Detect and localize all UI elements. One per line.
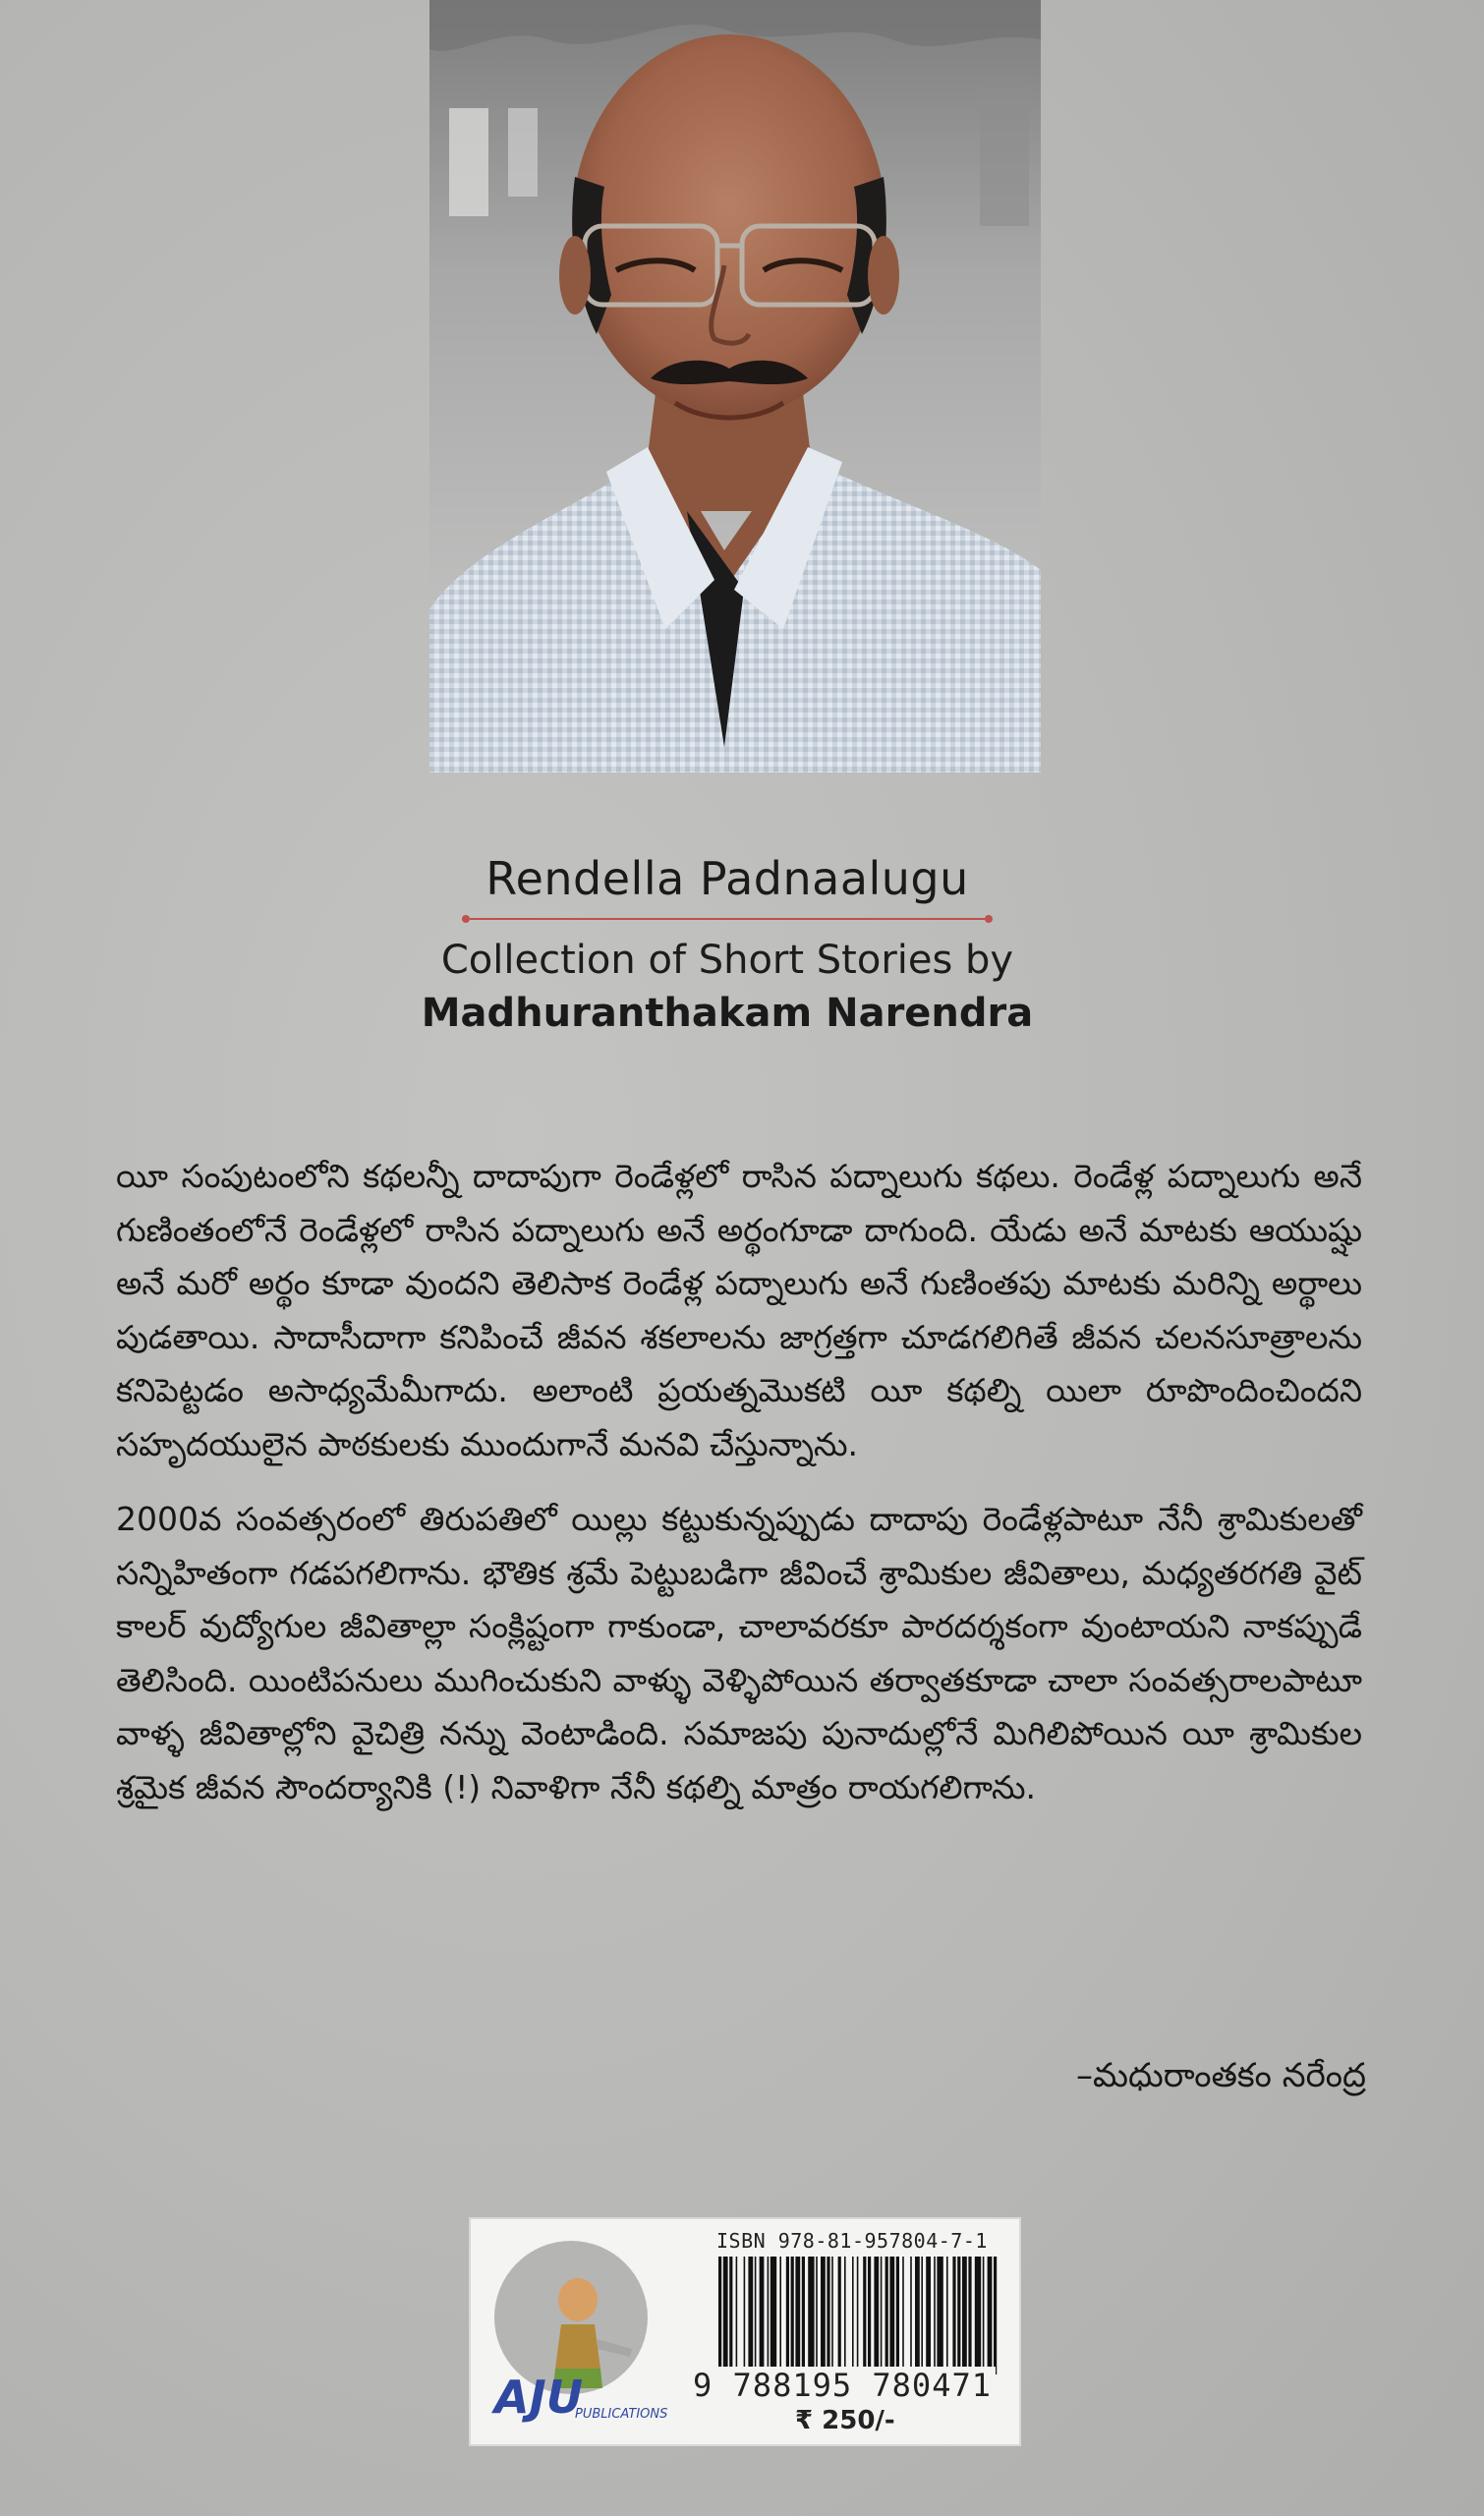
barcode-bar xyxy=(748,2257,753,2374)
barcode-bar xyxy=(786,2257,789,2374)
barcode-bar xyxy=(723,2257,728,2374)
barcode-bar xyxy=(937,2257,942,2374)
blurb-paragraph: 2000వ సంవత్సరంలో తిరుపతిలో యిల్లు కట్టుకున్నప్పుడు దాదాపు రెండేళ్లపాటూ నేనీ శ్రామికులతో సన్నిహితంగా గడపగలిగాను. భౌతిక శ్రమే పెట్టుబడిగా జీవించే శ్రామికుల జీవితాలు, మధ్యతరగతి వైట్ కాలర్ వుద్యోగుల జీవితాల్లా సంక్లిష్టంగా గాకుండా, చాలావరకూ పారదర్శకంగా వుంటాయని నాకప్పుడే తెలిసింది. యింటిపనులు ముగించుకుని వాళ్ళు వెళ్ళిపోయిన తర్వాతకూడా చాలా సంవత్సరాలపాటూ వాళ్ళ జీవితాల్లోని వైచిత్రి నన్ను వెంటాడింది. సమాజపు పునాదుల్లోనే మిగిలిపోయిన యీ శ్రామికుల శ్రమైక జీవన సౌందర్యానికి (!) నివాళిగా నేనీ కథల్ని మాత్రం రాయగలిగాను. xyxy=(116,1500,1362,1806)
barcode-bar xyxy=(988,2257,993,2374)
barcode-bar xyxy=(857,2257,859,2374)
barcode-bar xyxy=(771,2257,776,2374)
barcode-bar xyxy=(910,2257,912,2374)
barcode-bar xyxy=(760,2257,765,2374)
title-divider xyxy=(462,912,993,926)
barcode-bar xyxy=(844,2257,846,2374)
barcode-digits: 9 788195 780471 xyxy=(689,2367,996,2404)
barcode-bar xyxy=(926,2257,931,2374)
barcode-bar xyxy=(975,2257,981,2374)
barcode-bar xyxy=(755,2257,757,2374)
barcode-bar xyxy=(994,2257,997,2374)
barcode-bar xyxy=(915,2257,920,2374)
isbn-number: ISBN 978-81-957804-7-1 xyxy=(716,2229,988,2253)
svg-text:PUBLICATIONS: PUBLICATIONS xyxy=(575,2407,668,2422)
barcode-bar xyxy=(983,2257,985,2374)
barcode-bar xyxy=(921,2257,923,2374)
barcode-bar xyxy=(795,2257,800,2374)
barcode-bar xyxy=(729,2257,732,2374)
barcode-bar xyxy=(902,2257,904,2374)
barcode-bar xyxy=(868,2257,871,2374)
barcode-bar xyxy=(838,2257,841,2374)
barcode-bar xyxy=(821,2257,826,2374)
book-subtitle: Collection of Short Stories by xyxy=(440,938,1014,983)
barcode-bar xyxy=(791,2257,794,2374)
barcode-bar xyxy=(863,2257,866,2374)
barcode-bar xyxy=(874,2257,879,2374)
barcode-bar xyxy=(962,2257,967,2374)
publisher-logo-text: AJU xyxy=(494,2371,584,2424)
barcode-bar xyxy=(816,2257,818,2374)
barcode-bar xyxy=(831,2257,833,2374)
barcode-bar xyxy=(952,2257,955,2374)
title-block xyxy=(413,847,1042,1040)
publisher-logo xyxy=(485,2231,668,2432)
barcode-bar xyxy=(768,2257,770,2374)
blurb-paragraph: యీ సంపుటంలోని కథలన్నీ దాదాపుగా రెండేళ్లలో రాసిన పద్నాలుగు కథలు. రెండేళ్ల పద్నాలుగు అనే గుణింతంలోనే రెండేళ్లలో రాసిన పద్నాలుగు అనే అర్థంగూడా దాగుంది. యేడు అనే మాటకు ఆయుష్షు అనే మరో అర్థం కూడా వుందని తెలిసాక రెండేళ్ల పద్నాలుగు అనే గుణింతపు మాటకు మరిన్ని అర్థాలు పుడతాయి. సాదాసీదాగా కనిపించే జీవన శకలాలను జాగ్రత్తగా చూడగలిగితే జీవన చలనసూత్రాలను కనిపెట్టడం అసాధ్యమేమీగాదు. అలాంటి ప్రయత్నమొకటి యీ కథల్ని యిలా రూపొందించిందని సహృదయులైన పాఠకులకు ముందుగానే మనవి చేస్తున్నాను. xyxy=(116,1157,1362,1463)
barcode-bar xyxy=(744,2257,746,2374)
barcode-bar xyxy=(968,2257,971,2374)
barcode-bar xyxy=(779,2257,781,2374)
barcode-bar xyxy=(827,2257,829,2374)
barcode-bar xyxy=(896,2257,899,2374)
blurb-text xyxy=(116,1150,1362,1836)
barcode-bar xyxy=(957,2257,960,2374)
barcode-bar xyxy=(802,2257,805,2374)
book-price: ₹ 250/- xyxy=(795,2406,895,2435)
author-name: Madhuranthakam Narendra xyxy=(421,991,1034,1036)
barcode-bar xyxy=(852,2257,854,2374)
barcode-bar xyxy=(808,2257,814,2374)
barcode-bar xyxy=(718,2257,721,2374)
barcode-label xyxy=(469,2217,1021,2446)
barcode-bar xyxy=(934,2257,936,2374)
author-photo xyxy=(429,0,1041,772)
author-signature: –మధురాంతకం నరేంద్ర xyxy=(1076,2056,1366,2095)
barcode-bar xyxy=(881,2257,883,2374)
barcode-bar xyxy=(736,2257,738,2374)
barcode-bar xyxy=(885,2257,888,2374)
barcode-bar xyxy=(889,2257,894,2374)
isbn-barcode xyxy=(716,2257,1001,2374)
book-title: Rendella Padnaalugu xyxy=(485,852,969,905)
barcode-bar xyxy=(946,2257,948,2374)
